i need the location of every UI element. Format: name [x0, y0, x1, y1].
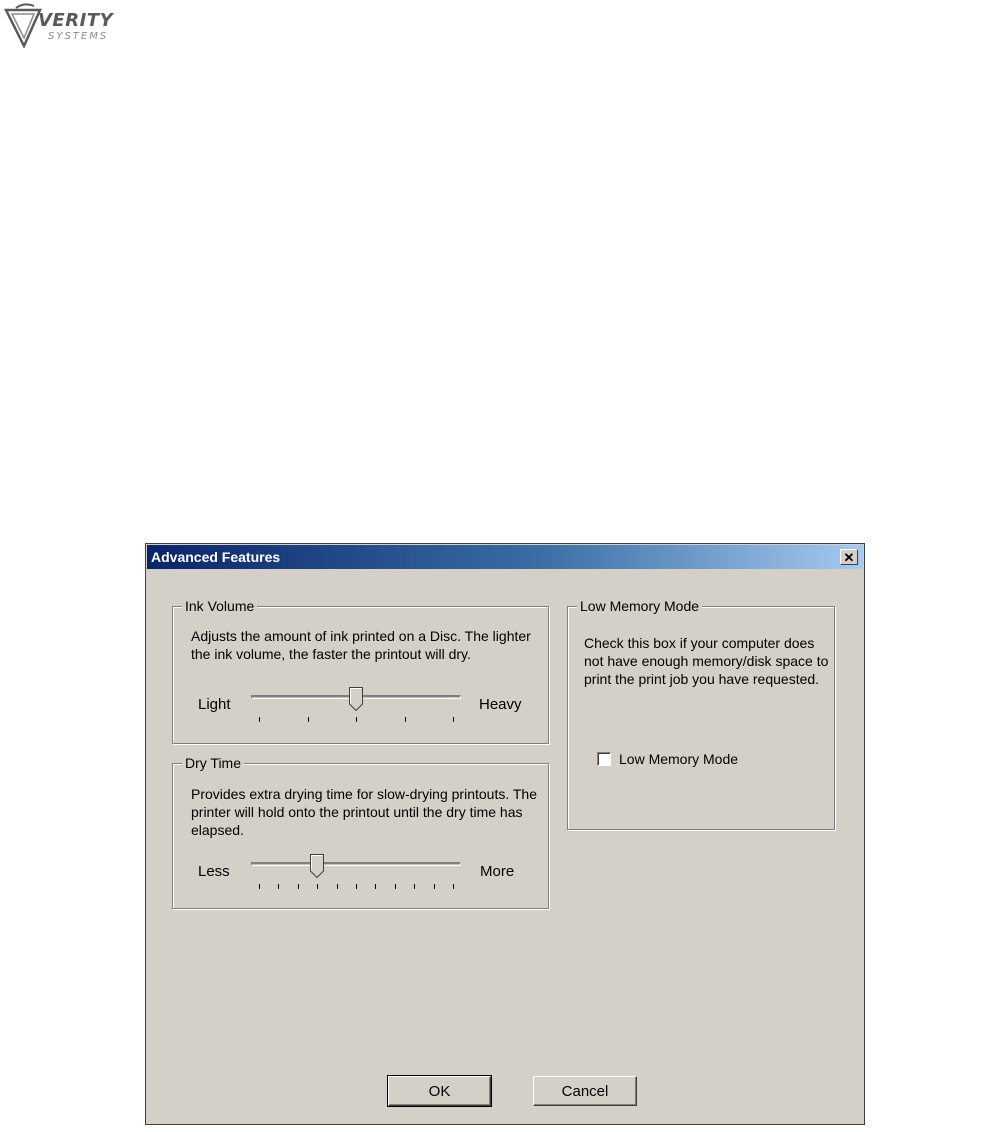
ink-volume-legend: Ink Volume [182, 598, 257, 614]
ink-volume-slider-thumb[interactable] [349, 687, 363, 711]
dry-time-group [172, 755, 549, 909]
ink-volume-description: Adjusts the amount of ink printed on a Disc. The lighter the ink volume, the faster the printout will dry. [191, 628, 531, 662]
dry-time-slider[interactable] [251, 852, 461, 892]
dry-time-tick [395, 884, 396, 889]
dry-time-tick [356, 884, 357, 889]
logo-title: VERITY [38, 10, 114, 31]
dialog-title: Advanced Features [151, 549, 281, 565]
low-memory-checkbox[interactable] [597, 752, 611, 766]
low-memory-checkbox-label[interactable]: Low Memory Mode [619, 751, 739, 767]
cancel-button[interactable] [533, 1076, 637, 1106]
dry-time-tick [278, 884, 279, 889]
close-icon: ✕ [843, 549, 855, 565]
ink-volume-tick [308, 717, 309, 722]
dry-time-description: Provides extra drying time for slow-drying printouts. The printer will hold onto the printout until the dry time has elapsed. [191, 786, 537, 838]
dry-time-tick [317, 884, 318, 889]
advanced-features-dialog [145, 543, 865, 1125]
ink-volume-slider[interactable] [251, 687, 461, 727]
dry-time-max-label: More [480, 863, 515, 880]
ink-volume-min-label: Light [198, 696, 231, 713]
low-memory-group [567, 598, 835, 830]
dry-time-tick [434, 884, 435, 889]
ok-button-label: OK [428, 1082, 451, 1100]
ink-volume-tick [405, 717, 406, 722]
dry-time-slider-track [251, 862, 461, 866]
low-memory-description: Check this box if your computer does not have enough memory/disk space to print the print job you have requested. [584, 635, 829, 687]
ink-volume-tick [356, 717, 357, 722]
dialog-titlebar[interactable] [147, 545, 863, 569]
verity-systems-logo [4, 2, 154, 50]
ink-volume-group [172, 598, 549, 744]
dry-time-legend: Dry Time [182, 755, 244, 771]
low-memory-legend: Low Memory Mode [577, 598, 702, 614]
logo-subtitle: SYSTEMS [48, 31, 109, 42]
ink-volume-tick [453, 717, 454, 722]
cancel-button-label: Cancel [561, 1082, 609, 1100]
dry-time-tick [298, 884, 299, 889]
dry-time-tick [259, 884, 260, 889]
dry-time-tick [375, 884, 376, 889]
ok-button[interactable] [388, 1076, 491, 1106]
ink-volume-tick [259, 717, 260, 722]
dry-time-tick [453, 884, 454, 889]
close-button[interactable] [840, 549, 858, 565]
dry-time-min-label: Less [198, 863, 230, 880]
dry-time-slider-thumb[interactable] [310, 854, 324, 878]
dry-time-tick [414, 884, 415, 889]
dry-time-tick [337, 884, 338, 889]
ink-volume-max-label: Heavy [479, 696, 522, 713]
